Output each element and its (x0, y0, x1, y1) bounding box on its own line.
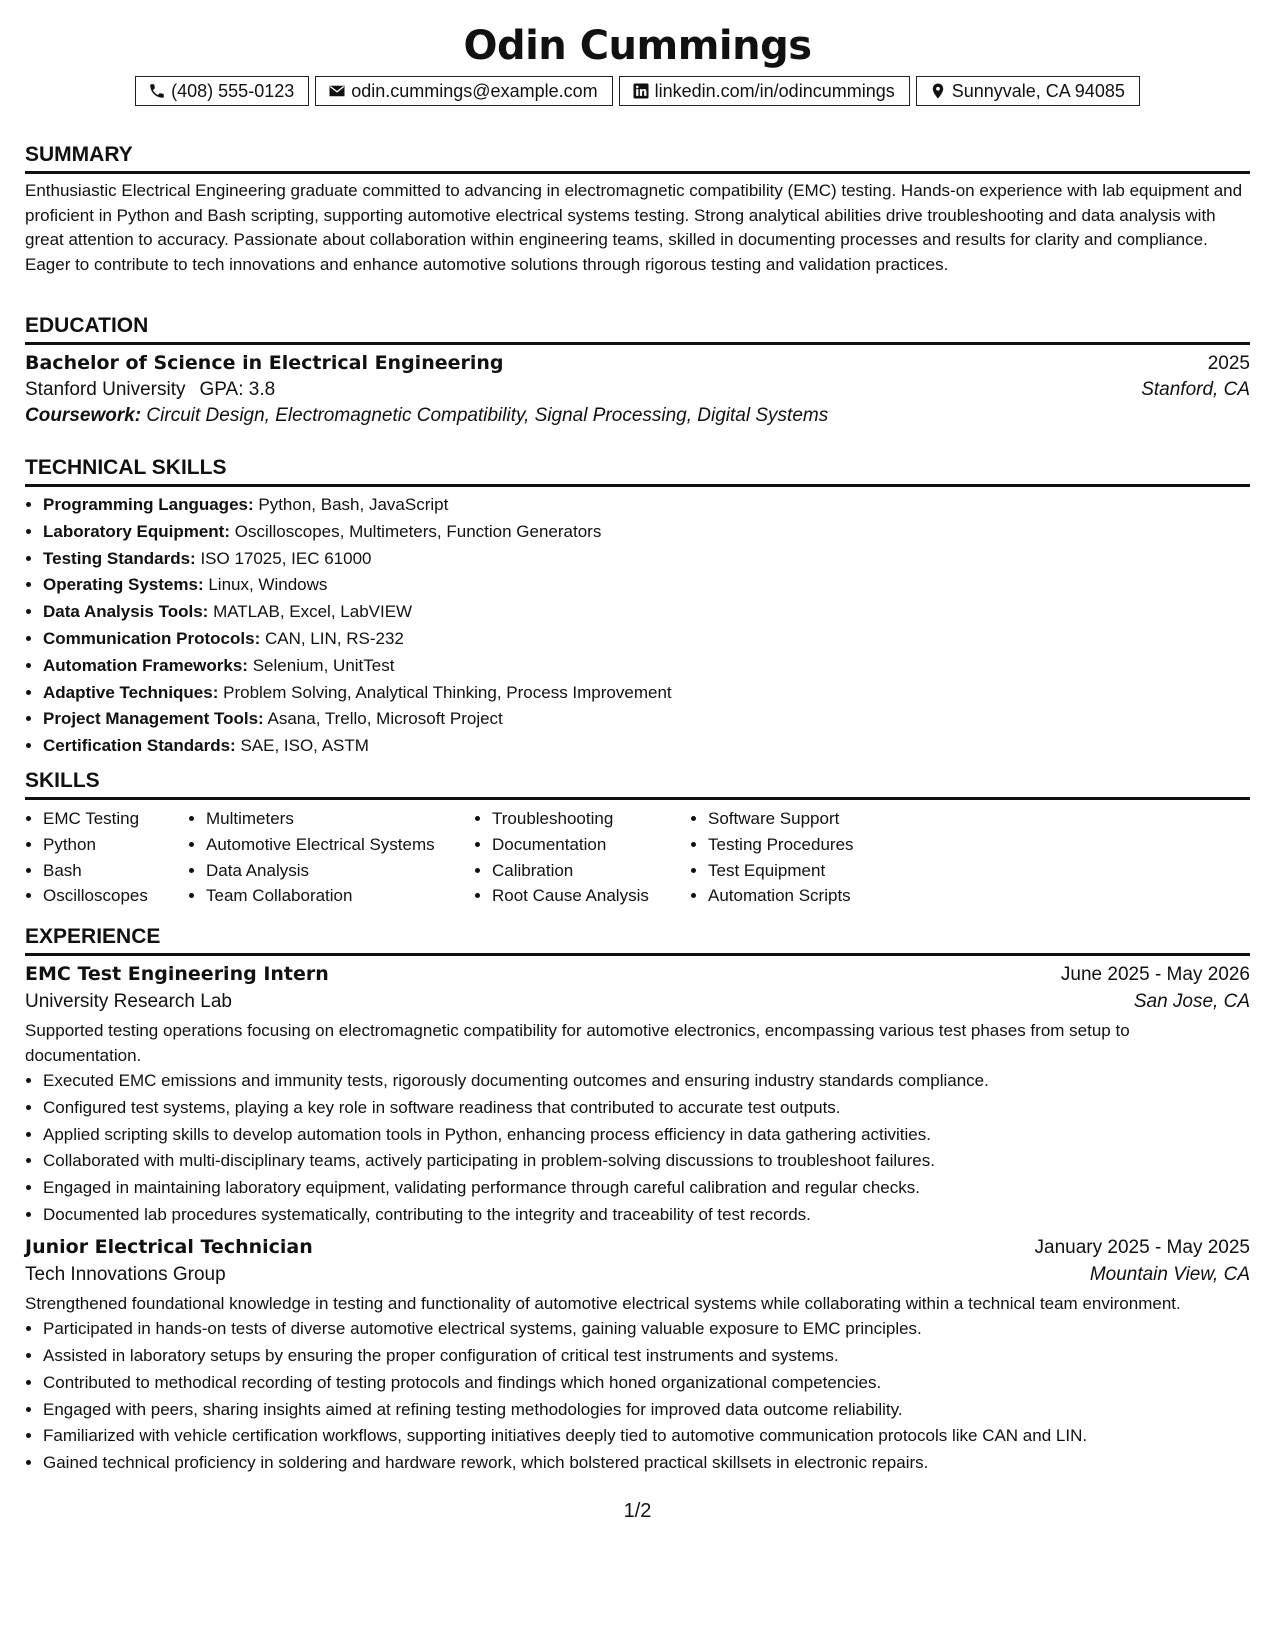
list-item: • Configured test systems, playing a key role in software readiness that contributed to accurate test outputs. (43, 1095, 1250, 1122)
list-item: • Engaged in maintaining laboratory equipment, validating performance through careful calibration and regular checks. (43, 1175, 1250, 1202)
list-item: • Multimeters (206, 806, 474, 832)
skill-label: Communication Protocols: (43, 628, 261, 648)
list-item: • Documentation (492, 832, 690, 858)
technical-skills-section (25, 455, 1250, 760)
coursework-list: Circuit Design, Electromagnetic Compatibility, Signal Processing, Digital Systems (146, 405, 829, 426)
contact-linkedin-text: linkedin.com/in/odincummings (654, 81, 895, 101)
skill-value: ISO 17025, IEC 61000 (200, 548, 372, 568)
list-item: • Troubleshooting (492, 806, 690, 832)
summary-text: Enthusiastic Electrical Engineering graduate committed to advancing in electromagnetic compatibility (EMC) testing. Hands-on experience with lab equipment and proficient in Python and Bash scripting, supporting automotive electrical systems testing. Strong analytical abilities drive troubleshooting and data analysis with great attention to accuracy. Passionate about collaboration within engineering teams, skilled in documenting processes and results for clarity and compliance. Eager to contribute to tech innovations and enhance automotive solutions through rigorous testing and validation practices. (25, 181, 1243, 274)
skills-grid (25, 806, 1250, 909)
page-number: 1/2 (623, 1500, 652, 1522)
list-item: • Automotive Electrical Systems (206, 832, 474, 858)
job-organization: Tech Innovations Group (25, 1263, 226, 1285)
skill-value: Python, Bash, JavaScript (258, 495, 449, 514)
list-item: • Participated in hands-on tests of diverse automotive electrical systems, gaining valuable exposure to EMC principles. (43, 1316, 1250, 1343)
skill-value: Problem Solving, Analytical Thinking, Process Improvement (223, 682, 672, 702)
school-name: Stanford University (25, 379, 186, 400)
skills-heading: SKILLS (25, 768, 1250, 800)
coursework-line (25, 405, 1250, 427)
contact-location (916, 76, 1140, 106)
list-item (43, 546, 1250, 573)
education-section (25, 313, 1250, 427)
contact-bar (25, 76, 1250, 106)
list-item (43, 706, 1250, 733)
job-bullets (25, 1316, 1250, 1477)
education-heading: EDUCATION (25, 313, 1250, 345)
job-bullets (25, 1068, 1250, 1229)
list-item: • EMC Testing (43, 806, 188, 832)
list-item: • Executed EMC emissions and immunity tests, rigorously documenting outcomes and ensuring industry standards compliance. (43, 1068, 1250, 1095)
envelope-icon (328, 82, 346, 100)
map-marker-icon (929, 82, 947, 100)
skills-section (25, 768, 1250, 909)
linkedin-icon (632, 82, 650, 100)
list-item (43, 626, 1250, 653)
contact-phone-text: (408) 555-0123 (171, 81, 295, 101)
skill-value: Linux, Windows (208, 575, 328, 595)
list-item: • Test Equipment (708, 858, 928, 884)
contact-email-text: odin.cummings@example.com (351, 81, 598, 101)
list-item (43, 572, 1250, 599)
list-item: • Bash (43, 858, 188, 884)
job-location: San Jose, CA (1133, 991, 1250, 1012)
degree: Bachelor of Science in Electrical Engineering (25, 352, 504, 374)
graduation-year: 2025 (1207, 353, 1250, 374)
list-item: • Familiarized with vehicle certification workflows, supporting initiatives deeply tied to automotive communication protocols like CAN and LIN. (43, 1423, 1250, 1450)
experience-entry (25, 963, 1250, 1229)
technical-skills-list (25, 492, 1250, 760)
skills-column (25, 806, 188, 909)
skill-value: MATLAB, Excel, LabVIEW (213, 602, 413, 622)
experience-heading: EXPERIENCE (25, 924, 1250, 956)
list-item: • Python (43, 832, 188, 858)
list-item (43, 519, 1250, 546)
list-item: • Documented lab procedures systematically, contributing to the integrity and traceability of test records. (43, 1202, 1250, 1229)
job-dates: June 2025 - May 2026 (1060, 964, 1250, 985)
skills-column (188, 806, 474, 909)
list-item: • Engaged with peers, sharing insights aimed at refining testing methodologies for improved data outcome reliability. (43, 1397, 1250, 1424)
skill-value: Selenium, UnitTest (252, 655, 395, 675)
job-summary: Strengthened foundational knowledge in testing and functionality of automotive electrical systems while collaborating within a technical team environment. (25, 1293, 1181, 1313)
skill-label: Adaptive Techniques: (43, 682, 219, 702)
list-item: • Automation Scripts (708, 883, 928, 909)
contact-location-text: Sunnyvale, CA 94085 (951, 81, 1125, 101)
job-location: Mountain View, CA (1089, 1263, 1250, 1285)
job-title: EMC Test Engineering Intern (25, 963, 329, 985)
contact-linkedin[interactable] (619, 76, 910, 106)
candidate-name: Odin Cummings (463, 23, 812, 69)
skill-value: Asana, Trello, Microsoft Project (267, 709, 503, 729)
list-item: • Applied scripting skills to develop automation tools in Python, enhancing process efficiency in data gathering activities. (43, 1122, 1250, 1149)
skill-label: Certification Standards: (43, 736, 236, 756)
list-item (43, 492, 1250, 519)
skill-value: CAN, LIN, RS-232 (264, 628, 404, 648)
skill-label: Project Management Tools: (43, 709, 264, 729)
contact-phone[interactable] (135, 76, 309, 106)
skill-value: SAE, ISO, ASTM (240, 736, 369, 756)
list-item: • Contributed to methodical recording of testing protocols and findings which honed organizational competencies. (43, 1370, 1250, 1397)
job-summary: Supported testing operations focusing on electromagnetic compatibility for automotive electronics, encompassing various test phases from setup to documentation. (25, 1021, 1130, 1065)
skill-label: Programming Languages: (43, 495, 254, 514)
list-item: • Gained technical proficiency in soldering and hardware rework, which bolstered practical skillsets in electronic repairs. (43, 1450, 1250, 1477)
skill-label: Operating Systems: (43, 575, 204, 595)
experience-section (25, 924, 1250, 1477)
technical-skills-heading: TECHNICAL SKILLS (25, 455, 1250, 487)
list-item (43, 599, 1250, 626)
job-organization: University Research Lab (25, 991, 232, 1012)
list-item: • Assisted in laboratory setups by ensuring the proper configuration of critical test instruments and systems. (43, 1343, 1250, 1370)
skill-value: Oscilloscopes, Multimeters, Function Generators (234, 521, 602, 541)
coursework-label: Coursework: (25, 405, 142, 426)
school-line (25, 379, 275, 401)
resume-page (25, 20, 1250, 1473)
list-item (43, 733, 1250, 760)
skill-label: Laboratory Equipment: (43, 521, 231, 541)
skill-label: Testing Standards: (43, 548, 196, 568)
summary-section (25, 142, 1250, 277)
list-item: • Data Analysis (206, 858, 474, 884)
list-item: • Software Support (708, 806, 928, 832)
list-item: • Collaborated with multi-disciplinary teams, actively participating in problem-solving discussions to troubleshoot failures. (43, 1148, 1250, 1175)
skills-column (690, 806, 928, 909)
list-item (43, 653, 1250, 680)
job-title: Junior Electrical Technician (25, 1235, 313, 1258)
experience-entry (25, 1236, 1250, 1477)
job-dates: January 2025 - May 2025 (1034, 1236, 1250, 1258)
skill-label: Data Analysis Tools: (43, 602, 209, 622)
list-item: • Oscilloscopes (43, 883, 188, 909)
school-location: Stanford, CA (1141, 379, 1250, 400)
list-item: • Team Collaboration (206, 883, 474, 909)
skill-label: Automation Frameworks: (43, 655, 248, 675)
list-item: • Calibration (492, 858, 690, 884)
list-item (43, 680, 1250, 707)
gpa: GPA: 3.8 (199, 379, 276, 400)
contact-email[interactable] (315, 76, 612, 106)
list-item: • Testing Procedures (708, 832, 928, 858)
skills-column (474, 806, 690, 909)
list-item: • Root Cause Analysis (492, 883, 690, 909)
summary-heading: SUMMARY (25, 142, 1250, 174)
phone-icon (148, 82, 166, 100)
